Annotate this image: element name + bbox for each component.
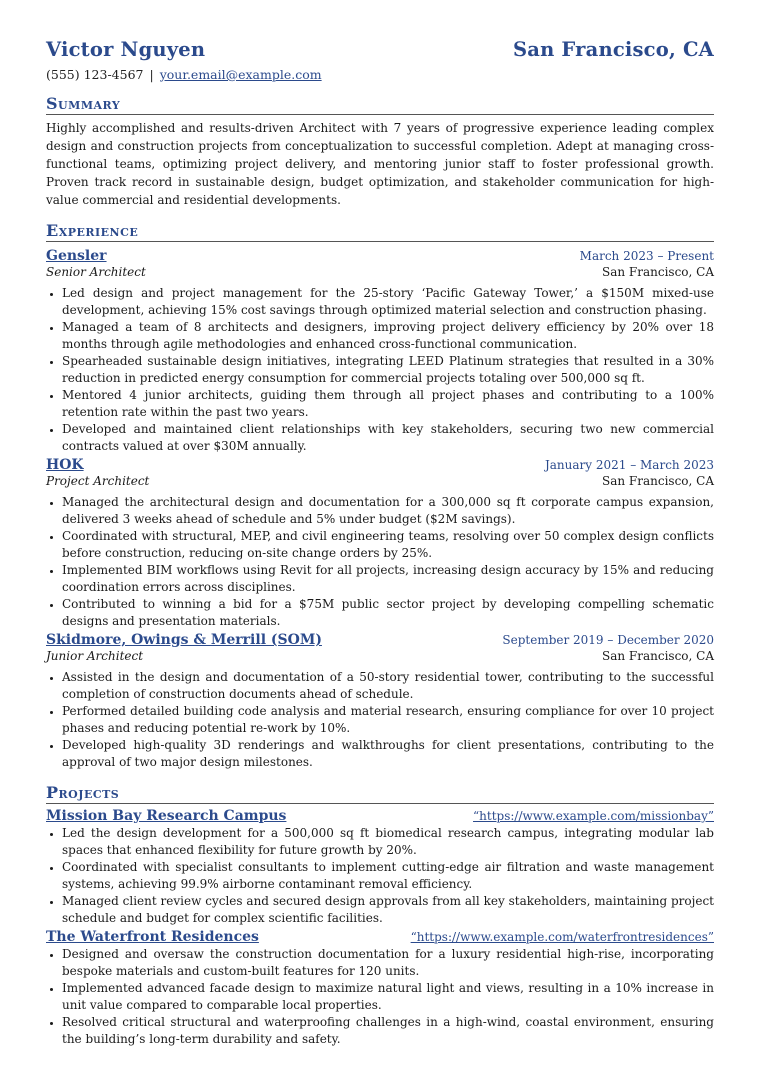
phone-number: (555) 123-4567 xyxy=(46,67,144,82)
bullet-item: • Developed and maintained client relationships with key stakeholders, securing two new commercial contracts valued at over $30M annually. xyxy=(62,421,714,455)
candidate-location: San Francisco, CA xyxy=(512,38,714,61)
contact-separator: | xyxy=(149,67,154,82)
project-link[interactable]: “https://www.example.com/waterfrontresidences” xyxy=(410,930,714,944)
bullet-item: • Managed client review cycles and secured design approvals from all key stakeholders, maintaining project schedule and budget for complex scientific facilities. xyxy=(62,893,714,927)
experience-entry-hok xyxy=(46,457,714,630)
bullet-item: • Mentored 4 junior architects, guiding them through all project phases and contributing to a 100% retention rate within the past two years. xyxy=(62,387,714,421)
bullet-item: • Led the design development for a 500,000 sq ft biomedical research campus, integrating modular lab spaces that enhanced flexibility for future growth by 20%. xyxy=(62,825,714,859)
experience-entry-gensler xyxy=(46,248,714,455)
experience-bullets xyxy=(46,285,714,455)
bullet-item: • Developed high-quality 3D renderings and walkthroughs for client presentations, contributing to the approval of two major design milestones. xyxy=(62,737,714,771)
project-bullets xyxy=(46,825,714,927)
project-entry-mission-bay xyxy=(46,808,714,927)
experience-heading: Experience xyxy=(46,221,714,242)
job-location: San Francisco, CA xyxy=(601,474,714,488)
job-location: San Francisco, CA xyxy=(601,649,714,663)
employment-dates: September 2019 – December 2020 xyxy=(502,633,714,647)
resume-header xyxy=(46,38,714,61)
company-name[interactable]: Gensler xyxy=(46,248,107,264)
bullet-item: • Implemented BIM workflows using Revit for all projects, increasing design accuracy by 15% and reducing coordination errors across disciplines. xyxy=(62,562,714,596)
job-title: Senior Architect xyxy=(46,265,146,279)
bullet-item: • Resolved critical structural and waterproofing challenges in a high-wind, coastal environment, ensuring the building’s long-term durability and safety. xyxy=(62,1014,714,1048)
email-link[interactable]: your.email@example.com xyxy=(159,67,322,82)
bullet-item: • Spearheaded sustainable design initiatives, integrating LEED Platinum strategies that resulted in a 30% reduction in predicted energy consumption for commercial projects totaling over 500,000 sq ft. xyxy=(62,353,714,387)
summary-text: Highly accomplished and results-driven Architect with 7 years of progressive experience leading complex design and construction projects from conceptualization to successful completion. Adept at managing cross-functional teams, optimizing project delivery, and mentoring junior staff to foster professional growth. Proven track record in sustainable design, budget optimization, and stakeholder communication for high-value commercial and residential developments. xyxy=(46,121,714,207)
job-title: Project Architect xyxy=(46,474,150,488)
employment-dates: March 2023 – Present xyxy=(579,249,714,263)
bullet-item: • Designed and oversaw the construction documentation for a luxury residential high-rise, incorporating bespoke materials and custom-built features for 120 units. xyxy=(62,946,714,980)
bullet-item: • Assisted in the design and documentation of a 50-story residential tower, contributing to the successful completion of construction documents ahead of schedule. xyxy=(62,669,714,703)
job-location: San Francisco, CA xyxy=(601,265,714,279)
bullet-item: • Performed detailed building code analysis and material research, ensuring compliance for over 10 project phases and reducing potential re-work by 10%. xyxy=(62,703,714,737)
bullet-item: • Led design and project management for the 25-story ‘Pacific Gateway Tower,’ a $150M mixed-use development, achieving 15% cost savings through optimized material selection and construction phasing. xyxy=(62,285,714,319)
bullet-item: • Coordinated with structural, MEP, and civil engineering teams, resolving over 50 complex design conflicts before construction, reducing on-site change orders by 25%. xyxy=(62,528,714,562)
projects-heading: Projects xyxy=(46,783,714,804)
project-link[interactable]: “https://www.example.com/missionbay” xyxy=(473,809,714,823)
job-title: Junior Architect xyxy=(46,649,144,663)
experience-entry-som xyxy=(46,632,714,771)
bullet-item: • Contributed to winning a bid for a $75M public sector project by developing compelling schematic designs and presentation materials. xyxy=(62,596,714,630)
summary-heading: Summary xyxy=(46,94,714,115)
project-name[interactable]: The Waterfront Residences xyxy=(46,929,259,945)
bullet-item: • Managed the architectural design and documentation for a 300,000 sq ft corporate campus expansion, delivered 3 weeks ahead of schedule and 5% under budget ($2M savings). xyxy=(62,494,714,528)
project-name[interactable]: Mission Bay Research Campus xyxy=(46,808,287,824)
experience-bullets xyxy=(46,494,714,630)
company-name[interactable]: Skidmore, Owings & Merrill (SOM) xyxy=(46,632,322,648)
contact-line xyxy=(46,67,714,82)
candidate-name: Victor Nguyen xyxy=(46,38,206,61)
project-entry-waterfront xyxy=(46,929,714,1048)
employment-dates: January 2021 – March 2023 xyxy=(544,458,714,472)
experience-bullets xyxy=(46,669,714,771)
bullet-item: • Coordinated with specialist consultants to implement cutting-edge air filtration and waste management systems, achieving 99.9% airborne contaminant removal efficiency. xyxy=(62,859,714,893)
bullet-item: • Managed a team of 8 architects and designers, improving project delivery efficiency by 20% over 18 months through agile methodologies and enhanced cross-functional communication. xyxy=(62,319,714,353)
bullet-item: • Implemented advanced facade design to maximize natural light and views, resulting in a 10% increase in unit value compared to comparable local properties. xyxy=(62,980,714,1014)
company-name[interactable]: HOK xyxy=(46,457,84,473)
project-bullets xyxy=(46,946,714,1048)
